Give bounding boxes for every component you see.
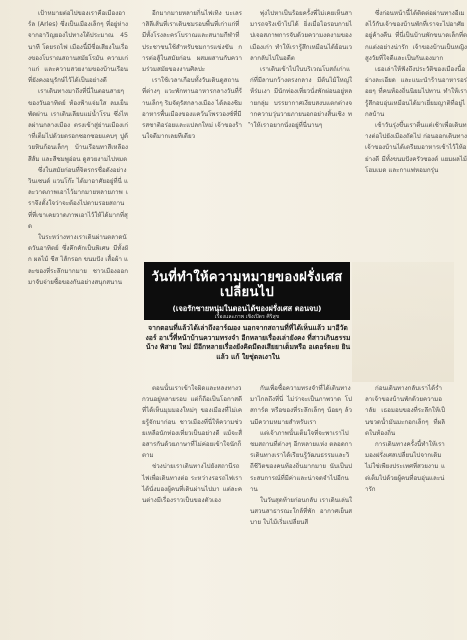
- paragraph: กันเพื่อซื้อความทรงจำที่ได้เดินทางมาไกลถึงที่นี่ ไม่ว่าจะเป็นภาพวาด โปสการ์ด หรือของที่ระลึกเล็กๆ น้อยๆ ล้วนมีความหมายสำหรับเรา: [250, 385, 352, 426]
- paragraph: อีกมากมายหลายกิ่นไฟเทิง บะเลราสิลีเส้นที่เราเดินชมรอบพื้นที่เก่าแก่ที่มีทั้งโรงละครโบราณและสนามกีฬาที่ประชาชนใช้สำหรับชมการแข่งขัน การต่อสู้ในสมัยก่อน ผสมผสานกับความร่วมสมัยของงานศิลปะ: [142, 10, 242, 74]
- paragraph: ซึ่งก่อนหน้านี้ได้ติดต่อผ่านทางอีเมลไว้กับเจ้าของบ้านพักที่เราจะไปอาศัยอยู่ค้างคืน ที่นี่เป็นบ้านพักขนาดเล็กที่ตกแต่งอย่างน่ารัก เจ้าของบ้านเป็นหญิงสูงวัยที่ใจดีและเป็นกันเองมาก: [365, 10, 467, 62]
- paragraph: ก่อนเดินทางกลับเราได้ร่ำลาเจ้าของบ้านพักด้วยความอาลัย เธอมอบของที่ระลึกให้เป็นขวดน้ำมันมะกอกเล็กๆ ที่ผลิตในท้องถิ่น: [365, 385, 445, 437]
- article-column-3: [250, 8, 352, 260]
- paragraph: เราเดินทางมาถึงที่นี่ในตอนสายๆ ของวันอาทิตย์ ท้องฟ้าแจ่มใส ลมเย็นพัดผ่าน เราเดินเลียบแม่น้ำโรน ซึ่งไหลผ่านกลางเมือง ตรงเข้าสู่ย่านเมืองเก่าที่เต็มไปด้วยตรอกซอกซอยแคบๆ ปูด้วยหินก้อนเล็กๆ บ้านเรือนทาสีเหลือง สีส้ม และสีชมพูอ่อน ดูสวยงามไปหมด: [28, 88, 128, 163]
- article-column-6: [250, 383, 352, 633]
- article-byline: เรื่องและภาพ เชิงเปิดร ศิริสุข: [214, 314, 280, 320]
- paragraph: ช่วงบ่ายเราเดินทางไปยังสถานีรถไฟเพื่อเดินทางต่อ ระหว่างรอรถไฟเราได้นั่งมองผู้คนที่เดินผ่านไปมา แต่ละคนต่างมีเรื่องราวเป็นของตัวเอง: [142, 463, 242, 505]
- article-title: วันที่ทำให้ความหมายของฝรั่งเศสเปลี่ยนไป: [151, 270, 343, 300]
- paragraph: ในระหว่างทางเราเดินผ่านตลาดนัดวันอาทิตย์ ซึ่งคึกคักเป็นพิเศษ มีทั้งผัก ผลไม้ ชีส ไส้กรอก ขนมปัง เสื้อผ้า และของที่ระลึกมากมาย ชาวเมืองออกมาจับจ่ายซื้อของกันอย่างสนุกสนาน: [28, 234, 128, 286]
- paragraph: เราเดินเข้าไปในบริเวณโบสถ์เก่าแก่ที่มีลานกว้างตรงกลาง มีต้นไม้ใหญ่ให้ร่มเงา มีนักท่องเที่ยวนั่งพักผ่อนอยู่หลายกลุ่ม บรรยากาศเงียบสงบแตกต่างจากความวุ่นวายภายนอกอย่างสิ้นเชิง ทำให้เราอยากนั่งอยู่ที่นี่นานๆ: [250, 66, 352, 130]
- article-subtitle: (เจอรักชายหนุ่มในตอนได้ของฝรั่งเศส ตอนจบ): [172, 304, 322, 313]
- paragraph: เป้าหมายต่อไปของเราคือเมืองอาร์ล (Arles) ซึ่งเป็นเมืองเล็กๆ ที่อยู่ห่างจากอาวิญยองไปทางใต้ประมาณ 45 นาที โดยรถไฟ เมืองนี้มีชื่อเสียงในเรื่องของโบราณสถานสมัยโรมัน ความเก่าแก่ และความสวยงามของบ้านเรือนที่ยังคงอนุรักษ์ไว้ได้เป็นอย่างดี: [28, 10, 128, 85]
- paragraph: เช้าวันรุ่งขึ้นเราตื่นแต่เช้าเพื่อเดินทางต่อไปยังเมืองถัดไป ก่อนออกเดินทางเจ้าของบ้านได้เตรียมอาหารเช้าไว้ให้อย่างดี มีทั้งขนมปังครัวซองต์ แยมผลไม้โฮมเมด และกาแฟหอมกรุ่น: [365, 122, 467, 174]
- paragraph: การเดินทางครั้งนี้ทำให้เรามองฝรั่งเศสเปลี่ยนไปจากเดิม ไม่ใช่เพียงประเทศที่สวยงาม แต่เต็มไปด้วยผู้คนที่อบอุ่นและน่ารัก: [365, 441, 445, 493]
- paragraph: ซึ่งในสมัยก่อนที่จิตรกรชื่อดังอย่าง วินเซนต์ แวนโก๊ะ ได้มาอาศัยอยู่ที่นี่ และวาดภาพเอาไว้มากมายหลายภาพ เราจึงตั้งใจว่าจะต้องไปตามรอยสถานที่ที่เขาเคยวาดภาพเอาไว้ให้ได้มากที่สุด: [28, 166, 128, 230]
- article-column-4: [365, 8, 467, 260]
- article-column-1: [28, 8, 128, 548]
- paragraph: แต่เจ้าภาพนั้นเต็มใจที่จะพาเราไปชมสถานที่ต่างๆ อีกหลายแห่ง ตลอดการเดินทางเราได้เรียนรู้วัฒนธรรมและวิถีชีวิตของคนท้องถิ่นมากมาย นับเป็นประสบการณ์ที่มีค่าและน่าจดจำไปอีกนาน: [250, 429, 352, 493]
- paragraph: เธอเล่าให้ฟังถึงประวัติของเมืองนี้อย่างละเอียด และแนะนำร้านอาหารอร่อยๆ ที่คนท้องถิ่นนิยมไปทาน ทำให้เรารู้สึกอบอุ่นเหมือนได้มาเยี่ยมญาติที่อยู่ไกลบ้าน: [365, 66, 467, 118]
- article-column-5: [142, 383, 242, 633]
- background-photo: [352, 262, 454, 382]
- paragraph: พุ่งไปหาเป็นร้อยครั้งพี่ไม่เคยเห็นสามารถจริงเข้าไปได้ ยิ่งเมื่อไอรอบกายไปเจอสภาพการจับด้วยความงดงามของเมืองเก่า ทำให้เรารู้สึกเหมือนได้ย้อนเวลากลับไปในอดีต: [250, 10, 352, 62]
- paragraph: เราใช้เวลาเกือบทั้งวันเดินดูสถานที่ต่างๆ แวะพักทานอาหารกลางวันที่ร้านเล็กๆ ริมจัตุรัสกลางเมือง ได้ลองชิมอาหารพื้นเมืองของแคว้นโพรวองซ์ที่มีรสชาติอร่อยและแปลกใหม่ เจ้าของร้านใจดีมากเลยทีเดียว: [142, 77, 242, 141]
- paragraph: ในวันสุดท้ายก่อนกลับ เราเดินเล่นในสวนสาธารณะใกล้ที่พัก อากาศเย็นสบาย ใบไม้เริ่มเปลี่ยนสี: [250, 497, 352, 527]
- paragraph: ตอนนั้นเราเข้าใจผิดและหลงทางวกวนอยู่หลายรอบ แต่ก็ถือเป็นโอกาสดีที่ได้เห็นมุมมองใหม่ๆ ของเมืองที่ไม่เคยรู้จักมาก่อน ชาวเมืองที่นี่ให้ความช่วยเหลือนักท่องเที่ยวเป็นอย่างดี แม้จะสื่อสารกันด้วยภาษาที่ไม่ค่อยเข้าใจนักก็ตาม: [142, 385, 242, 460]
- article-column-7: [365, 383, 445, 633]
- article-title-banner: [144, 262, 350, 320]
- article-column-2: [142, 8, 242, 260]
- article-lead: จากตอนที่แล้วได้เล่าถึงอาร์ฌอง นอกจากสถานที่ที่ได้เห็นแล้ว มาอีวัตงอร์ อาเวิ้ที่หน้าบ้านความทรงจำ อีกหลายเรื่องเล่ายังคง ที่สาวเกินธรรมน้าง พิสาย ใหม่ มีอีกหลายเรื่องยังคิดมีดงเสียยาเต็มหรือ อเตอร์ตะย ยินแล้ว แก้ ใยชุ่ตลเงาใน: [145, 324, 351, 361]
